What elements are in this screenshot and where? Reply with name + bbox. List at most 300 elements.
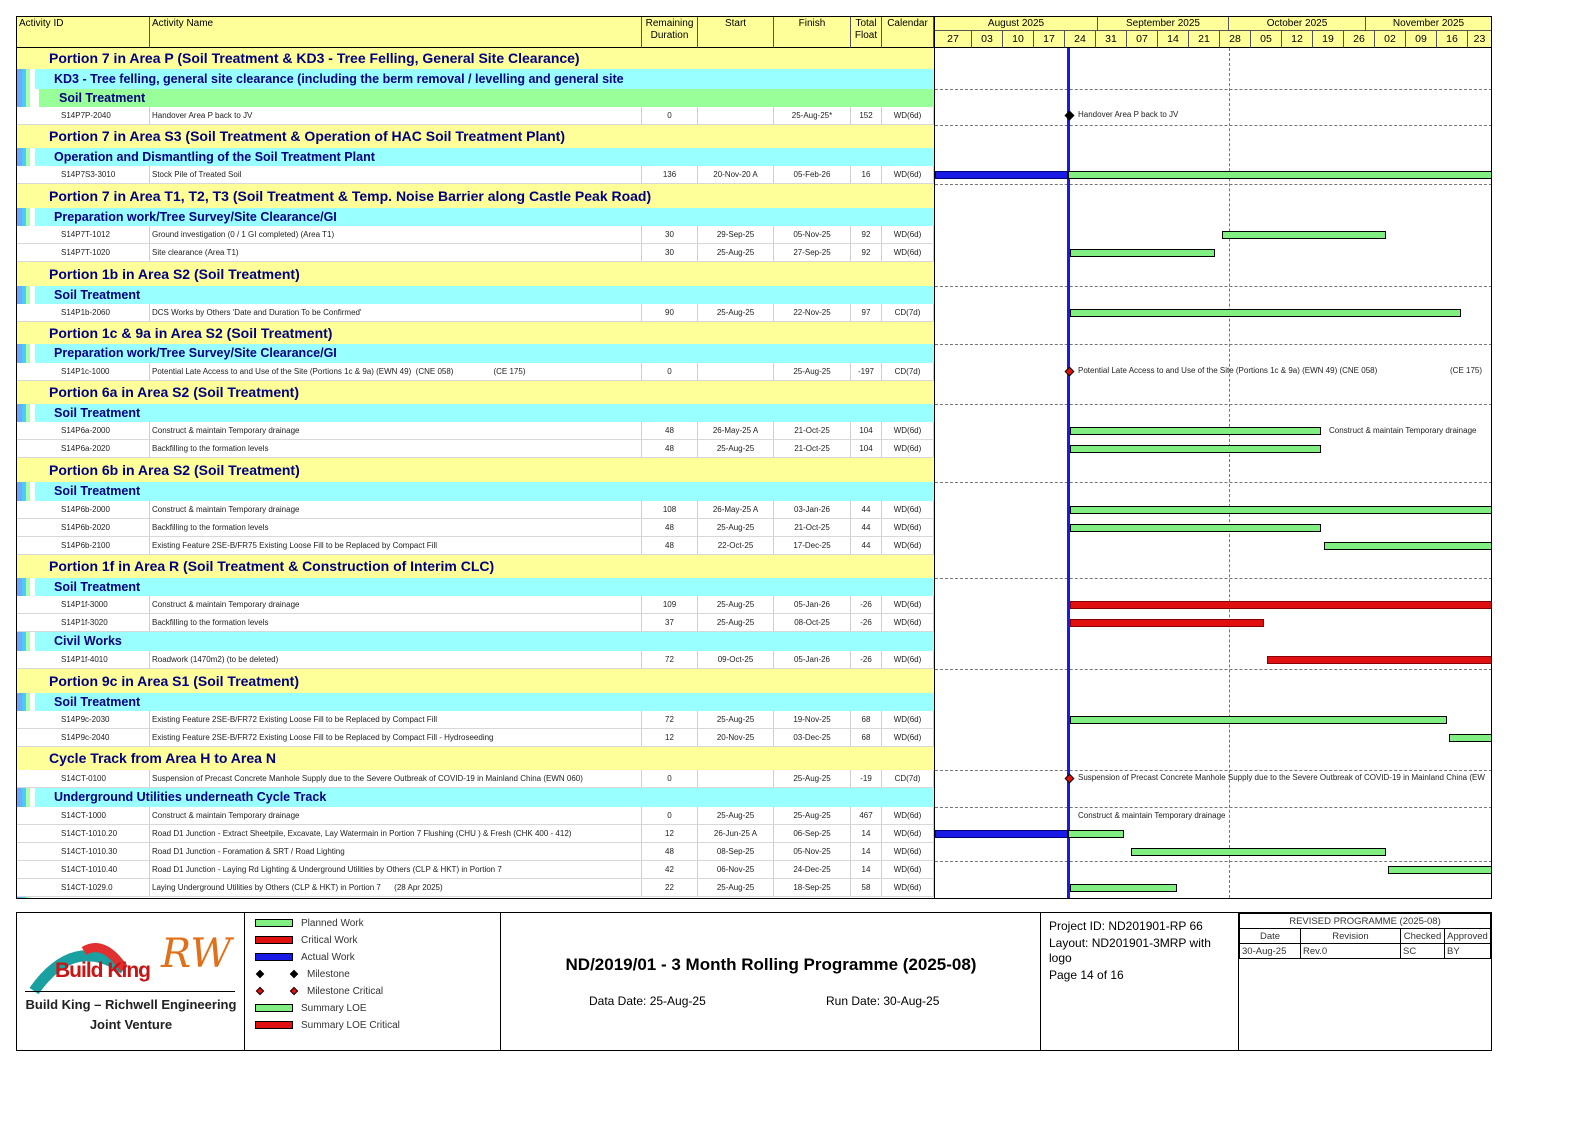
planned-work-bar[interactable] — [1070, 524, 1321, 532]
revision-panel — [1239, 913, 1491, 1050]
logo-brand-rw: RW — [161, 931, 232, 977]
logo-brand-build-king: Build King — [55, 959, 150, 982]
data-date: Data Date: 25-Aug-25 — [589, 994, 706, 1008]
wbs-subgroup-title: Operation and Dismantling of the Soil Treatment Plant — [54, 150, 375, 164]
calendar: WD(6d) — [882, 166, 934, 183]
total-float: -197 — [851, 363, 882, 380]
total-float: 152 — [851, 107, 882, 124]
activity-id: S14P6b-2100 — [61, 537, 150, 554]
start-date: 20-Nov-20 A — [698, 166, 774, 183]
gantt-chart — [934, 17, 1491, 898]
activity-id: S14CT-0100 — [61, 770, 150, 787]
title-panel — [501, 913, 1041, 1050]
wbs-group-row[interactable] — [17, 322, 934, 344]
total-float: 44 — [851, 519, 882, 536]
calendar: WD(6d) — [882, 614, 934, 631]
activity-name: Existing Feature 2SE-B/FR72 Existing Loose Fill to be Replaced by Compact Fill - Hydroseeding — [152, 729, 642, 746]
start-date — [698, 363, 774, 380]
total-float: -26 — [851, 596, 882, 613]
wbs-subgroup-row[interactable] — [35, 578, 934, 596]
calendar: WD(6d) — [882, 879, 934, 896]
activity-id: S14CT-1010.40 — [61, 861, 150, 878]
start-date: 25-Aug-25 — [698, 596, 774, 613]
activity-id: S14CT-1029.0 — [61, 879, 150, 896]
planned-work-bar[interactable] — [1388, 866, 1491, 874]
logo-line1: Build King – Richwell Engineering — [25, 997, 237, 1012]
col-header-start[interactable]: Start — [698, 17, 774, 48]
wbs-group-title: Portion 6a in Area S2 (Soil Treatment) — [49, 384, 299, 400]
gantt-group-separator — [935, 482, 1491, 483]
activity-name: Stock Pile of Treated Soil — [152, 166, 642, 183]
activity-table — [17, 17, 934, 898]
timescale-month: September 2025 — [1098, 17, 1229, 31]
start-date: 29-Sep-25 — [698, 226, 774, 243]
timescale-week: 12 — [1282, 31, 1313, 48]
start-date: 06-Nov-25 — [698, 861, 774, 878]
logo-panel — [17, 913, 245, 1050]
wbs-subgroup-row[interactable] — [35, 344, 934, 363]
activity-id: S14P7T-1020 — [61, 244, 150, 261]
finish-date: 25-Aug-25 — [774, 770, 851, 787]
finish-date: 05-Nov-25 — [774, 226, 851, 243]
calendar: CD(7d) — [882, 770, 934, 787]
wbs-subgroup-row[interactable] — [35, 788, 934, 807]
wbs-subgroup-title: Soil Treatment — [54, 406, 141, 420]
legend-label: Actual Work — [301, 952, 355, 963]
calendar: WD(6d) — [882, 244, 934, 261]
revision-title: REVISED PROGRAMME (2025-08) — [1240, 914, 1491, 929]
remaining-duration: 48 — [642, 519, 698, 536]
planned-work-bar[interactable] — [1070, 445, 1321, 453]
timescale-week: 02 — [1375, 31, 1406, 48]
activity-row[interactable] — [17, 422, 934, 440]
legend-label: Summary LOE Critical — [301, 1020, 400, 1031]
planned-work-bar[interactable] — [1068, 171, 1491, 179]
calendar: WD(6d) — [882, 440, 934, 457]
activity-name: Ground investigation (0 / 1 GI completed) (Area T1) — [152, 226, 642, 243]
activity-row[interactable] — [17, 807, 934, 825]
activity-row[interactable] — [17, 226, 934, 244]
remaining-duration: 48 — [642, 440, 698, 457]
timescale-week: 05 — [1251, 31, 1282, 48]
wbs-group-row[interactable] — [17, 669, 934, 693]
total-float: -26 — [851, 651, 882, 668]
legend-actual-work — [255, 952, 355, 966]
wbs-group-row[interactable] — [17, 555, 934, 578]
programme-title: ND/2019/01 - 3 Month Rolling Programme (2025-08) — [565, 955, 977, 974]
finish-date: 06-Sep-25 — [774, 825, 851, 842]
timescale-week: 24 — [1065, 31, 1096, 48]
wbs-subgroup-title: Soil Treatment — [54, 484, 141, 498]
revision-header: Date — [1240, 929, 1301, 944]
start-date: 26-Jun-25 A — [698, 825, 774, 842]
wbs-subgroup-title: Soil Treatment — [54, 695, 141, 709]
total-float: 467 — [851, 807, 882, 824]
col-header-activity-id[interactable]: Activity ID — [17, 17, 150, 48]
remaining-duration: 0 — [642, 363, 698, 380]
col-header-calendar[interactable]: Calendar — [882, 17, 934, 48]
remaining-duration: 42 — [642, 861, 698, 878]
revision-header: Checked — [1401, 929, 1445, 944]
calendar: WD(6d) — [882, 537, 934, 554]
finish-date: 21-Oct-25 — [774, 422, 851, 439]
total-float: 16 — [851, 166, 882, 183]
bar-label: Suspension of Precast Concrete Manhole Supply due to the Severe Outbreak of COVID-19 in Mainland China (EW — [1078, 773, 1485, 782]
wbs-subgroup-title: Preparation work/Tree Survey/Site Clearance/GI — [54, 346, 337, 360]
timescale-week: 03 — [972, 31, 1003, 48]
wbs-subgroup-row[interactable] — [35, 482, 934, 501]
total-float: 58 — [851, 879, 882, 896]
gantt-group-separator — [935, 807, 1491, 808]
wbs-subgroup-title: Soil Treatment — [54, 580, 141, 594]
calendar: WD(6d) — [882, 861, 934, 878]
gantt-group-separator — [935, 861, 1491, 862]
activity-name: Potential Late Access to and Use of the Site (Portions 1c & 9a) (EWN 49) (CNE 058) (CE 175) — [152, 363, 642, 380]
finish-date: 03-Jan-26 — [774, 501, 851, 518]
total-float: 14 — [851, 843, 882, 860]
timescale-week: 09 — [1406, 31, 1437, 48]
gantt-group-separator — [935, 286, 1491, 287]
legend-critical-work — [255, 935, 357, 949]
wbs-group-row[interactable] — [17, 458, 934, 482]
activity-row[interactable] — [17, 166, 934, 184]
wbs-subgroup-row[interactable] — [39, 89, 934, 107]
activity-id: S14P1f-3000 — [61, 596, 150, 613]
total-float: 97 — [851, 304, 882, 321]
wbs-group-title: Portion 9c in Area S1 (Soil Treatment) — [49, 673, 299, 689]
revision-table — [1239, 913, 1491, 959]
col-header-finish[interactable]: Finish — [774, 17, 851, 48]
calendar: WD(6d) — [882, 519, 934, 536]
timescale-week: 16 — [1437, 31, 1468, 48]
legend-panel — [245, 913, 501, 1050]
finish-date: 25-Aug-25* — [774, 107, 851, 124]
gantt-group-separator — [935, 184, 1491, 185]
wbs-group-row[interactable] — [17, 747, 934, 770]
wbs-group-row[interactable] — [17, 262, 934, 286]
calendar: WD(6d) — [882, 226, 934, 243]
legend-label: Planned Work — [301, 918, 364, 929]
start-date: 09-Oct-25 — [698, 651, 774, 668]
planned-work-bar[interactable] — [1070, 884, 1177, 892]
critical-work-bar[interactable] — [1070, 601, 1491, 609]
legend-label: Summary LOE — [301, 1003, 367, 1014]
wbs-group-title: Portion 1c & 9a in Area S2 (Soil Treatment) — [49, 325, 333, 341]
activity-id: S14P7S3-3010 — [61, 166, 150, 183]
legend-summary-loe — [255, 1003, 367, 1017]
wbs-subgroup-title: Underground Utilities underneath Cycle Track — [54, 790, 327, 804]
wbs-subgroup-title: Soil Treatment — [59, 91, 146, 105]
timescale-month: October 2025 — [1229, 17, 1366, 31]
timescale-week: 17 — [1034, 31, 1065, 48]
start-date — [698, 770, 774, 787]
finish-date: 05-Jan-26 — [774, 651, 851, 668]
remaining-duration: 48 — [642, 537, 698, 554]
bar-label: Handover Area P back to JV — [1078, 110, 1179, 119]
planned-work-bar[interactable] — [1222, 231, 1386, 239]
legend-milestone — [255, 969, 350, 983]
start-date: 08-Sep-25 — [698, 843, 774, 860]
wbs-group-row[interactable] — [17, 48, 934, 69]
wbs-group-row[interactable] — [17, 125, 934, 148]
activity-id: S14P1b-2060 — [61, 304, 150, 321]
activity-name: Construct & maintain Temporary drainage — [152, 501, 642, 518]
legend-swatch — [255, 953, 293, 961]
activity-row[interactable] — [17, 501, 934, 519]
wbs-group-title: Cycle Track from Area H to Area N — [49, 750, 276, 766]
planned-work-bar[interactable] — [1324, 542, 1491, 550]
wbs-group-title: Portion 7 in Area T1, T2, T3 (Soil Treatment & Temp. Noise Barrier along Castle Peak Road) — [49, 188, 652, 204]
activity-name: Handover Area P back to JV — [152, 107, 642, 124]
activity-id: S14P9c-2030 — [61, 711, 150, 728]
logo-line2: Joint Venture — [89, 1017, 173, 1032]
activity-name: Laying Underground Utilities by Others (CLP & HKT) in Portion 7 (28 Apr 2025) — [152, 879, 642, 896]
activity-row[interactable] — [17, 304, 934, 322]
calendar: WD(6d) — [882, 107, 934, 124]
activity-name: Suspension of Precast Concrete Manhole Supply due to the Severe Outbreak of COVID-19 in Mainland China (EWN 060) — [152, 770, 642, 787]
activity-row[interactable] — [17, 879, 934, 897]
activity-id: S14CT-1000 — [61, 807, 150, 824]
activity-id: S14CT-1010.30 — [61, 843, 150, 860]
timescale-week: 23 — [1468, 31, 1491, 48]
bar-label: (CE 175) — [1450, 366, 1483, 375]
activity-id: S14P6b-2020 — [61, 519, 150, 536]
timescale-week: 14 — [1158, 31, 1189, 48]
page-number: Page 14 of 16 — [1049, 968, 1124, 982]
activity-row[interactable] — [17, 729, 934, 747]
calendar: WD(6d) — [882, 422, 934, 439]
activity-id: S14P1f-4010 — [61, 651, 150, 668]
activity-name: Backfilling to the formation levels — [152, 614, 642, 631]
actual-work-bar[interactable] — [935, 830, 1068, 838]
finish-date: 03-Dec-25 — [774, 729, 851, 746]
total-float: 104 — [851, 440, 882, 457]
legend-planned-work — [255, 918, 364, 932]
remaining-duration: 109 — [642, 596, 698, 613]
activity-id: S14P1f-3020 — [61, 614, 150, 631]
total-float: 104 — [851, 422, 882, 439]
revision-header: Revision — [1301, 929, 1401, 944]
start-date: 22-Oct-25 — [698, 537, 774, 554]
remaining-duration: 12 — [642, 825, 698, 842]
timescale-week: 21 — [1189, 31, 1220, 48]
gantt-group-separator — [935, 578, 1491, 579]
activity-name: Road D1 Junction - Laying Rd Lighting & Underground Utilities by Others (CLP & HKT) in Portion 7 — [152, 861, 642, 878]
total-float: 44 — [851, 537, 882, 554]
activity-name: Site clearance (Area T1) — [152, 244, 642, 261]
col-header-remaining-duration[interactable]: Remaining Duration — [642, 17, 698, 48]
planned-work-bar[interactable] — [1070, 506, 1491, 514]
activity-name: Construct & maintain Temporary drainage — [152, 422, 642, 439]
activity-id: S14P6b-2000 — [61, 501, 150, 518]
finish-date: 05-Nov-25 — [774, 843, 851, 860]
activity-row[interactable] — [17, 843, 934, 861]
legend-swatch — [255, 919, 293, 927]
activity-name: Existing Feature 2SE-B/FR72 Existing Loose Fill to be Replaced by Compact Fill — [152, 711, 642, 728]
legend-swatch — [255, 1021, 293, 1029]
finish-date: 25-Aug-25 — [774, 807, 851, 824]
bar-label: Construct & maintain Temporary drainage — [1329, 426, 1477, 435]
remaining-duration: 108 — [642, 501, 698, 518]
finish-date: 27-Sep-25 — [774, 244, 851, 261]
legend-summary-loe-critical — [255, 1020, 400, 1034]
run-date: Run Date: 30-Aug-25 — [826, 994, 940, 1008]
revision-date: 30-Aug-25 — [1240, 944, 1301, 959]
wbs-subgroup-row[interactable] — [35, 208, 934, 226]
calendar: WD(6d) — [882, 501, 934, 518]
activity-row[interactable] — [17, 825, 934, 843]
activity-name: Construct & maintain Temporary drainage — [152, 596, 642, 613]
finish-date: 18-Sep-25 — [774, 879, 851, 896]
logo-divider — [25, 991, 235, 992]
gantt-group-separator — [935, 89, 1491, 90]
project-info-panel — [1041, 913, 1239, 1050]
calendar: WD(6d) — [882, 729, 934, 746]
bar-label: Potential Late Access to and Use of the Site (Portions 1c & 9a) (EWN 49) (CNE 058) — [1078, 366, 1378, 375]
calendar: WD(6d) — [882, 711, 934, 728]
finish-date: 24-Dec-25 — [774, 861, 851, 878]
gantt-group-separator — [935, 344, 1491, 345]
wbs-group-title: Portion 1b in Area S2 (Soil Treatment) — [49, 266, 300, 282]
activity-name: Road D1 Junction - Foramation & SRT / Road Lighting — [152, 843, 642, 860]
activity-row[interactable] — [17, 651, 934, 669]
activity-row[interactable] — [17, 861, 934, 879]
activity-id: S14CT-1010.20 — [61, 825, 150, 842]
activity-id: S14P6a-2000 — [61, 422, 150, 439]
layout-name: Layout: ND201901-3MRP with logo — [1049, 936, 1211, 965]
wbs-group-row[interactable] — [17, 381, 934, 404]
wbs-group-title: Portion 1f in Area R (Soil Treatment & Construction of Interim CLC) — [49, 558, 495, 574]
wbs-subgroup-title: Soil Treatment — [54, 288, 141, 302]
start-date: 25-Aug-25 — [698, 304, 774, 321]
activity-row[interactable] — [17, 596, 934, 614]
remaining-duration: 0 — [642, 107, 698, 124]
activity-row[interactable] — [17, 711, 934, 729]
planned-work-bar[interactable] — [1070, 309, 1461, 317]
planned-work-bar[interactable] — [1070, 249, 1215, 257]
calendar: WD(6d) — [882, 596, 934, 613]
legend-label: Milestone — [307, 969, 350, 980]
wbs-subgroup-title: KD3 - Tree felling, general site clearance (including the berm removal / levelling and general site — [54, 72, 624, 86]
legend-swatch — [255, 1004, 293, 1012]
wbs-group-title: Portion 6b in Area S2 (Soil Treatment) — [49, 462, 300, 478]
wbs-subgroup-row[interactable] — [35, 632, 934, 651]
project-id: Project ID: ND201901-RP 66 — [1049, 919, 1203, 933]
activity-row[interactable] — [17, 537, 934, 555]
start-date: 25-Aug-25 — [698, 614, 774, 631]
planned-work-bar[interactable] — [1070, 427, 1321, 435]
planned-work-bar[interactable] — [1131, 848, 1386, 856]
remaining-duration: 90 — [642, 304, 698, 321]
remaining-duration: 30 — [642, 244, 698, 261]
wbs-subgroup-row[interactable] — [35, 69, 934, 89]
calendar: WD(6d) — [882, 807, 934, 824]
remaining-duration: 136 — [642, 166, 698, 183]
actual-work-bar[interactable] — [935, 171, 1068, 179]
legend-swatch — [255, 936, 293, 944]
start-date: 25-Aug-25 — [698, 440, 774, 457]
activity-row[interactable] — [17, 519, 934, 537]
activity-name: Roadwork (1470m2) (to be deleted) — [152, 651, 642, 668]
finish-date: 22-Nov-25 — [774, 304, 851, 321]
timescale-month: August 2025 — [935, 17, 1098, 31]
activity-row[interactable] — [17, 440, 934, 458]
activity-row[interactable] — [17, 363, 934, 381]
wbs-group-title: Portion 7 in Area S3 (Soil Treatment & Operation of HAC Soil Treatment Plant) — [49, 128, 566, 144]
timescale-week: 28 — [1220, 31, 1251, 48]
total-float: 14 — [851, 861, 882, 878]
activity-name: Construct & maintain Temporary drainage — [152, 807, 642, 824]
activity-row[interactable] — [17, 107, 934, 125]
activity-row[interactable] — [17, 244, 934, 262]
wbs-subgroup-row[interactable] — [35, 693, 934, 711]
legend-label: Milestone Critical — [307, 986, 384, 997]
col-header-activity-name[interactable]: Activity Name — [150, 17, 642, 48]
schedule-sheet — [16, 16, 1492, 899]
total-float: -26 — [851, 614, 882, 631]
finish-date: 21-Oct-25 — [774, 519, 851, 536]
wbs-subgroup-row[interactable] — [35, 286, 934, 304]
calendar: CD(7d) — [882, 363, 934, 380]
total-float: 92 — [851, 244, 882, 261]
timescale-week: 27 — [935, 31, 972, 48]
start-date: 25-Aug-25 — [698, 879, 774, 896]
total-float: 68 — [851, 729, 882, 746]
legend-milestone-critical — [255, 986, 383, 1000]
timescale-month: November 2025 — [1366, 17, 1491, 31]
planned-work-bar[interactable] — [1068, 830, 1124, 838]
remaining-duration: 48 — [642, 422, 698, 439]
finish-date: 19-Nov-25 — [774, 711, 851, 728]
activity-row[interactable] — [17, 770, 934, 788]
gantt-group-separator — [935, 770, 1491, 771]
start-date: 20-Nov-25 — [698, 729, 774, 746]
activity-id: S14P7P-2040 — [61, 107, 150, 124]
total-float: -19 — [851, 770, 882, 787]
wbs-subgroup-row[interactable] — [35, 148, 934, 166]
total-float: 68 — [851, 711, 882, 728]
planned-work-bar[interactable] — [1449, 734, 1491, 742]
start-date: 26-May-25 A — [698, 501, 774, 518]
gantt-group-separator — [935, 125, 1491, 126]
wbs-group-row[interactable] — [17, 184, 934, 208]
critical-milestone-icon — [290, 987, 298, 995]
remaining-duration: 0 — [642, 807, 698, 824]
critical-work-bar[interactable] — [1070, 619, 1264, 627]
revision-header: Approved — [1445, 929, 1491, 944]
critical-milestone-icon — [256, 987, 264, 995]
activity-name: Road D1 Junction - Extract Sheetpile, Excavate, Lay Watermain in Portion 7 Flushing (CHU ) & Fresh (CHK 400 - 412) — [152, 825, 642, 842]
remaining-duration: 30 — [642, 226, 698, 243]
start-date — [698, 107, 774, 124]
remaining-duration: 0 — [642, 770, 698, 787]
calendar: WD(6d) — [882, 843, 934, 860]
critical-work-bar[interactable] — [1267, 656, 1491, 664]
finish-date: 21-Oct-25 — [774, 440, 851, 457]
remaining-duration: 72 — [642, 651, 698, 668]
bar-label: Construct & maintain Temporary drainage — [1078, 811, 1226, 820]
activity-row[interactable] — [17, 614, 934, 632]
planned-work-bar[interactable] — [1070, 716, 1447, 724]
col-header-total-float[interactable]: Total Float — [851, 17, 882, 48]
remaining-duration: 48 — [642, 843, 698, 860]
wbs-subgroup-row[interactable] — [35, 404, 934, 422]
timescale-week: 07 — [1127, 31, 1158, 48]
start-date: 25-Aug-25 — [698, 519, 774, 536]
calendar: WD(6d) — [882, 825, 934, 842]
calendar: WD(6d) — [882, 651, 934, 668]
wbs-subgroup-title: Preparation work/Tree Survey/Site Clearance/GI — [54, 210, 337, 224]
